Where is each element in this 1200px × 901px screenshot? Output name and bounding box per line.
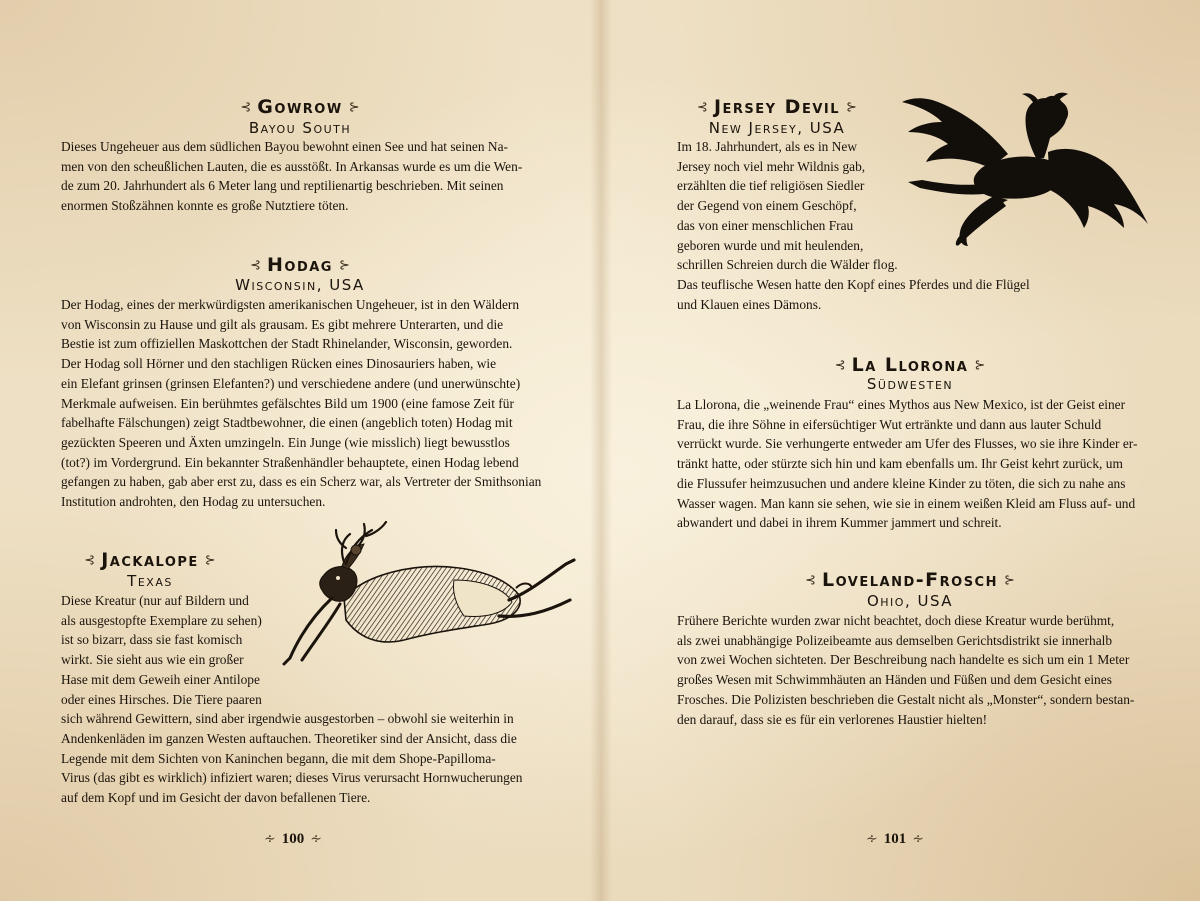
loveland-frosch-title: Loveland-Frosch (822, 569, 998, 591)
text-line: Bestie ist zum offiziellen Maskottchen der Stadt Rhinelander, Wisconsin, geworden. (61, 336, 513, 352)
text-line: Dieses Ungeheuer aus dem südlichen Bayou bewohnt einen See und hat seinen Na- (61, 139, 508, 154)
text-line: sich während Gewittern, sind aber irgendwie ausgestorben – obwohl sie weiterhin in (61, 711, 514, 727)
ornament-left: ⊰ (834, 358, 846, 373)
text-line: Frühere Berichte wurden zwar nicht beachtet, doch diese Kreatur wurde berühmt, (677, 613, 1115, 628)
hodag-title: Hodag (267, 254, 333, 276)
ornament-right: ⊱ (338, 258, 350, 273)
ornament-left: ⊰ (84, 553, 96, 568)
text-line: de zum 20. Jahrhundert als 6 Meter lang und reptilienartig beschrieben. Mit seinen (61, 178, 504, 194)
text-line: den darauf, dass sie es für ein verlorenes Haustier hielten! (677, 711, 988, 727)
text-line: geboren wurde und mit heulenden, (677, 237, 864, 253)
ornament-left: ⊰ (250, 258, 261, 273)
text-line: Frau, die ihre Söhne in eifersüchtiger Wut ertränkte und dann aus lauter Schuld (677, 416, 1102, 432)
text-line: von zwei Wochen sichteten. Der Beschreibung nach handelte es sich um ein 1 Meter (677, 652, 1130, 668)
text-line: großes Wesen mit Schwimmhäuten an Händen und Füßen und dem Gesicht eines (677, 672, 1112, 688)
text-line: erzählten die tief religiösen Siedler (677, 178, 865, 194)
ornament-left: ∻ (866, 832, 878, 847)
ornament-right: ⊱ (204, 553, 216, 568)
page-number-right (860, 830, 930, 849)
text-line: Institution androhten, den Hodag zu untersuchen. (61, 494, 326, 510)
text-line: Wasser wagen. Man kann sie sehen, wie sie in einem weißen Kleid am Fluss auf- und (677, 495, 1136, 511)
ornament-left: ⊰ (240, 100, 252, 115)
jersey-devil-silhouette (898, 92, 1150, 248)
la-llorona-location: Südwesten (866, 375, 954, 393)
ornament-left: ∻ (264, 832, 276, 847)
gowrow-title: Gowrow (257, 96, 343, 118)
gowrow-heading (160, 97, 440, 118)
page-number-left (258, 830, 328, 849)
text-line: Jersey noch viel mehr Wildnis gab, (677, 158, 866, 174)
text-line: Im 18. Jahrhundert, als es in New (677, 139, 857, 154)
text-line: das von einer menschlichen Frau (677, 217, 854, 233)
text-line: schrillen Schreien durch die Wälder flog. (677, 257, 898, 273)
hodag-heading (160, 255, 440, 276)
loveland-frosch-heading (760, 570, 1060, 591)
text-line: wirkt. Sie sieht aus wie ein großer (61, 652, 244, 668)
book-gutter (590, 0, 612, 901)
text-line: auf dem Kopf und im Gesicht der davon befallenen Tiere. (61, 790, 371, 806)
text-line: Merkmale aufweisen. Ein berühmtes gefälschtes Bild um 1900 (eine famose Zeit für (61, 395, 514, 411)
text-line: Der Hodag soll Hörner und den stachligen Rücken eines Dinosauriers haben, wie (61, 356, 497, 372)
jersey-devil-heading (647, 97, 907, 118)
jackalope-title: Jackalope (101, 549, 199, 571)
text-line: Virus (das gibt es wirklich) infiziert waren; dieses Virus verursacht Hornwucherungen (61, 770, 523, 786)
text-line: als zwei unabhängige Polizeibeamte aus demselben Gerichtsdistrikt sie innerhalb (677, 632, 1113, 648)
la-llorona-title: La Llorona (851, 354, 969, 376)
text-line: als ausgestopfte Exemplare zu sehen) (61, 612, 262, 628)
ornament-left: ⊰ (805, 573, 816, 588)
jackalope-heading (40, 550, 260, 571)
text-line: Hase mit dem Geweih einer Antilope (61, 671, 260, 687)
text-line: La Llorona, die „weinende Frau“ eines Mythos aus New Mexico, ist der Geist einer (677, 397, 1126, 412)
text-line: gezückten Speeren und Äxten umzingeln. Ein Junge (wie misslich) liegt bewusstlos (61, 434, 510, 450)
text-line: Andenkenläden im ganzen Westen auftauchen. Theoretiker sind der Ansicht, dass die (61, 730, 517, 746)
text-line: fabelhafte Fälschungen) zeigt Stadtbewohner, die einen (angeblich toten) Hodag mit (61, 415, 513, 431)
text-line: tränkt hatte, oder stürzte sich hin und kam ebenfalls um. Ihr Geist kehrt zurück, um (677, 456, 1123, 472)
text-line: verrückt wurde. Sie verhungerte entweder am Ufer des Flusses, wo sie ihre Kinder er- (677, 436, 1138, 452)
ornament-right: ⊱ (1003, 573, 1015, 588)
hodag-text (61, 295, 541, 512)
gowrow-text (61, 137, 522, 216)
ornament-left: ⊰ (697, 100, 708, 115)
text-line: Das teuflische Wesen hatte den Kopf eines Pferdes und die Flügel (677, 276, 1030, 292)
jackalope-illustration (284, 520, 574, 680)
jersey-devil-title: Jersey Devil (713, 96, 841, 118)
text-line: abwandert und dabei in ihrem Kummer jammert und schreit. (677, 515, 1002, 531)
ornament-right: ⊱ (846, 100, 857, 115)
text-line: Der Hodag, eines der merkwürdigsten amerikanischen Ungeheuer, ist in den Wäldern (61, 297, 520, 312)
ornament-right: ⊱ (348, 100, 360, 115)
text-line: und Klauen eines Dämons. (677, 296, 822, 312)
gowrow-location: Bayou South (248, 119, 352, 137)
text-line: der Gegend von einem Geschöpf, (677, 198, 857, 214)
loveland-frosch-text (677, 611, 1134, 729)
jersey-devil-location: New Jersey, USA (708, 119, 846, 137)
text-line: ist so bizarr, dass sie fast komisch (61, 632, 243, 648)
la-llorona-heading (780, 355, 1040, 376)
text-line: men von den scheußlichen Lauten, die es ausstößt. In Arkansas wurde es um die Wen- (61, 158, 523, 174)
la-llorona-text (677, 395, 1137, 533)
ornament-right: ∻ (310, 832, 322, 847)
text-line: (tot?) im Vordergrund. Ein bekannter Straßenhändler behauptete, einen Hodag lebend (61, 454, 519, 470)
text-line: Frosches. Die Polizisten beschrieben die Gestalt nicht als „Monster“, sondern bestan- (677, 691, 1135, 707)
ornament-right: ∻ (912, 832, 924, 847)
text-line: die Flussufer heimzusuchen und andere kleine Kinder zu töten, die sich zu nahe ans (677, 475, 1126, 491)
text-line: von Wisconsin zu Hause und gilt als grausam. Es gibt mehrere Unterarten, und die (61, 316, 504, 332)
ornament-right: ⊱ (974, 358, 986, 373)
page-number-101: 101 (883, 831, 907, 847)
text-line: gefangen zu haben, gab aber erst zu, dass es ein Scherz war, als Vertreter der Smithsonian (61, 474, 542, 490)
text-line: enormen Stoßzähnen konnte es große Nutztiere töten. (61, 198, 349, 214)
text-line: oder eines Hirsches. Die Tiere paaren (61, 691, 262, 707)
jackalope-location: Texas (127, 572, 173, 590)
hodag-location: Wisconsin, USA (235, 276, 365, 294)
text-line: Legende mit dem Sichten von Kaninchen begann, die mit dem Shope-Papilloma- (61, 750, 496, 766)
loveland-frosch-location: Ohio, USA (866, 592, 954, 610)
text-line: ein Elefant grinsen (grinsen Elefanten?) und verschiedene andere (und unerwünschte) (61, 375, 521, 391)
text-line: Diese Kreatur (nur auf Bildern und (61, 593, 249, 608)
page-number-100: 100 (281, 831, 305, 847)
